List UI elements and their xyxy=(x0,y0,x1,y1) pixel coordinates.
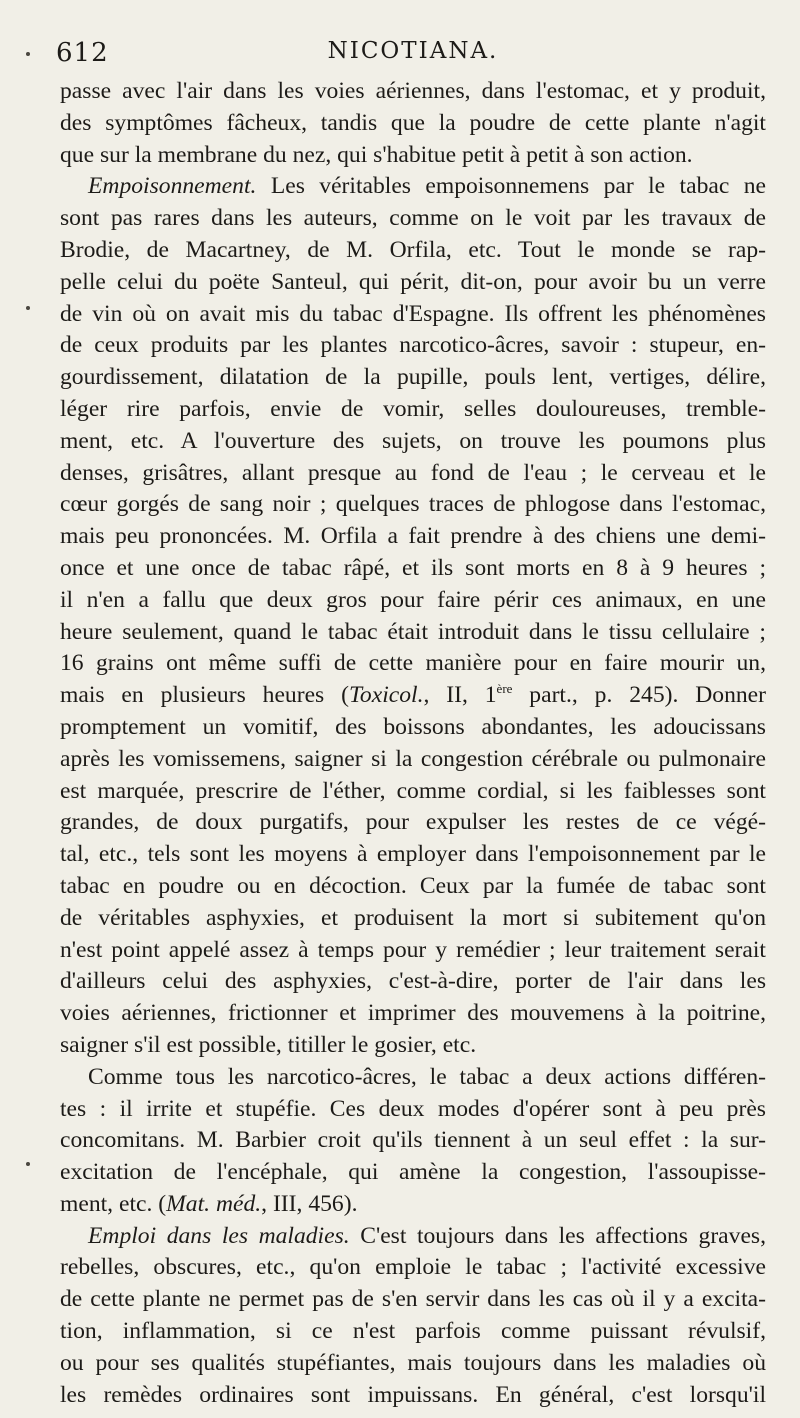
text-line xyxy=(60,903,766,935)
text-line xyxy=(60,203,766,235)
superscript: ère xyxy=(496,681,513,697)
margin-speck xyxy=(26,306,30,310)
line-text-segment: rebelles, obscures, etc., qu'on emploie le tabac ; l'activité excessive xyxy=(60,1254,766,1281)
text-line xyxy=(60,648,766,680)
text-line xyxy=(60,521,766,553)
line-text-segment: Les véritables empoisonnemens par le tabac ne xyxy=(270,173,766,200)
line-text-segment: Brodie, de Macartney, de M. Orfila, etc. Tout le monde se rap- xyxy=(60,236,766,263)
line-text-segment: saigner s'il est possible, titiller le gosier, etc. xyxy=(60,1031,477,1058)
text-line xyxy=(60,394,766,426)
text-line xyxy=(60,1189,766,1221)
text-line xyxy=(60,871,766,903)
text-line xyxy=(60,235,766,267)
line-text-segment: des symptômes fâcheux, tandis que la poudre de cette plante n'agit xyxy=(60,109,766,136)
text-line xyxy=(60,426,766,458)
text-line xyxy=(60,489,766,521)
text-line xyxy=(60,585,766,617)
line-text-segment: 16 grains ont même suffi de cette manière pour en faire mourir un, xyxy=(60,650,766,677)
line-text-segment: d'ailleurs celui des asphyxies, c'est-à-dire, porter de l'air dans les xyxy=(60,968,766,995)
text-line xyxy=(60,140,766,172)
line-text-segment: ment, etc. A l'ouverture des sujets, on trouve les poumons plus xyxy=(60,427,766,454)
line-text-segment: mais en plusieurs heures ( xyxy=(60,682,349,709)
text-line xyxy=(60,744,766,776)
text-line xyxy=(60,680,766,712)
text-line xyxy=(60,807,766,839)
text-line xyxy=(60,1380,766,1412)
text-line xyxy=(60,458,766,490)
line-text-segment: mais peu prononcées. M. Orfila a fait prendre à des chiens une demi- xyxy=(60,523,766,550)
text-line xyxy=(60,1125,766,1157)
text-line xyxy=(60,553,766,585)
text-line xyxy=(60,1062,766,1094)
text-line xyxy=(60,1157,766,1189)
section-heading-italic: Empoisonnement. xyxy=(88,173,257,200)
line-text-segment: que sur la membrane du nez, qui s'habitue petit à petit à son action. xyxy=(60,141,693,168)
running-title: NICOTIANA. xyxy=(327,38,499,64)
line-text-segment: tes : il irrite et stupéfie. Ces deux modes d'opérer sont à peu près xyxy=(60,1095,766,1122)
text-line xyxy=(60,1316,766,1348)
line-text-segment: excitation de l'encéphale, qui amène la congestion, l'assoupisse- xyxy=(60,1159,766,1186)
margin-speck xyxy=(26,52,30,56)
text-line xyxy=(60,362,766,394)
text-line xyxy=(60,1252,766,1284)
line-text-segment: tion, inflammation, si ce n'est parfois comme puissant révulsif, xyxy=(60,1318,766,1345)
line-text-segment: est marquée, prescrire de l'éther, comme cordial, si les faiblesses sont xyxy=(60,777,766,804)
line-text-segment: après les vomissemens, saigner si la congestion cérébrale ou pulmonaire xyxy=(60,745,766,772)
line-text-segment: cœur gorgés de sang noir ; quelques traces de phlogose dans l'estomac, xyxy=(60,491,766,518)
text-line xyxy=(60,330,766,362)
line-text-segment: C'est toujours dans les affections graves, xyxy=(360,1222,766,1249)
line-text-segment: concomitans. M. Barbier croit qu'ils tiennent à un seul effet : la sur- xyxy=(60,1127,766,1154)
text-line xyxy=(60,1348,766,1380)
line-text-segment: de cette plante ne permet pas de s'en servir dans les cas où il y a excita- xyxy=(60,1286,766,1313)
line-text-segment: Comme tous les narcotico-âcres, le tabac a deux actions différen- xyxy=(88,1063,766,1090)
line-text-segment: voies aériennes, frictionner et imprimer des mouvemens à la poitrine, xyxy=(60,1000,766,1027)
line-text-segment: il n'en a fallu que deux gros pour faire périr ces animaux, en une xyxy=(60,586,766,613)
line-text-segment: de ceux produits par les plantes narcotico-âcres, savoir : stupeur, en- xyxy=(60,332,766,359)
text-body xyxy=(60,76,766,1411)
line-text-segment: grandes, de doux purgatifs, pour expulser les restes de ce végé- xyxy=(60,809,766,836)
text-line xyxy=(60,1030,766,1062)
page-header xyxy=(56,32,766,76)
line-text-segment: sont pas rares dans les auteurs, comme on le voit par les travaux de xyxy=(60,205,766,232)
text-line xyxy=(60,1094,766,1126)
line-text-segment: part., p. 245). Donner xyxy=(512,682,766,709)
italic-reference: Toxicol. xyxy=(348,682,424,709)
text-line xyxy=(60,267,766,299)
line-text-segment: pelle celui du poëte Santeul, qui périt, dit-on, pour avoir bu un verre xyxy=(60,268,766,295)
text-line xyxy=(60,1284,766,1316)
line-text-segment: passe avec l'air dans les voies aériennes, dans l'estomac, et y produit, xyxy=(60,78,766,104)
text-line xyxy=(60,966,766,998)
line-text-segment: heure seulement, quand le tabac était introduit dans le tissu cellulaire ; xyxy=(60,618,766,645)
text-line xyxy=(60,712,766,744)
line-text-segment: de vin où on avait mis du tabac d'Espagne. Ils offrent les phénomènes xyxy=(60,300,766,327)
text-line xyxy=(60,998,766,1030)
text-line xyxy=(60,171,766,203)
line-text-segment: , III, 456). xyxy=(261,1190,358,1217)
text-line xyxy=(60,108,766,140)
text-line xyxy=(60,76,766,108)
section-heading-italic: Emploi dans les maladies. xyxy=(88,1222,350,1249)
line-text-segment: ou pour ses qualités stupéfiantes, mais toujours dans les maladies où xyxy=(60,1349,766,1376)
line-text-segment: promptement un vomitif, des boissons abondantes, les adoucissans xyxy=(60,713,766,740)
text-line xyxy=(60,776,766,808)
line-text-segment: tal, etc., tels sont les moyens à employer dans l'empoisonnement par le xyxy=(60,841,766,868)
margin-speck xyxy=(26,1162,30,1166)
line-text-segment: n'est point appelé assez à temps pour y remédier ; leur traitement serait xyxy=(60,936,766,963)
line-text-segment: les remèdes ordinaires sont impuissans. En général, c'est lorsqu'il xyxy=(60,1381,766,1408)
line-text-segment: de véritables asphyxies, et produisent la mort si subitement qu'on xyxy=(60,904,766,931)
text-line xyxy=(60,617,766,649)
line-text-segment: tabac en poudre ou en décoction. Ceux par la fumée de tabac sont xyxy=(60,872,766,899)
page-number: 612 xyxy=(56,38,109,68)
text-line xyxy=(60,935,766,967)
line-text-segment: , II, 1 xyxy=(423,682,497,709)
line-text-segment: léger rire parfois, envie de vomir, selles douloureuses, tremble- xyxy=(60,395,766,422)
italic-reference: Mat. méd. xyxy=(166,1190,262,1217)
line-text-segment: denses, grisâtres, allant presque au fond de l'eau ; le cerveau et le xyxy=(60,459,766,486)
line-text-segment: gourdissement, dilatation de la pupille, pouls lent, vertiges, délire, xyxy=(60,364,766,391)
text-line xyxy=(60,839,766,871)
text-line xyxy=(60,299,766,331)
line-text-segment: ment, etc. ( xyxy=(60,1190,167,1217)
text-line xyxy=(60,1221,766,1253)
line-text-segment: once et une once de tabac râpé, et ils sont morts en 8 à 9 heures ; xyxy=(60,554,766,581)
